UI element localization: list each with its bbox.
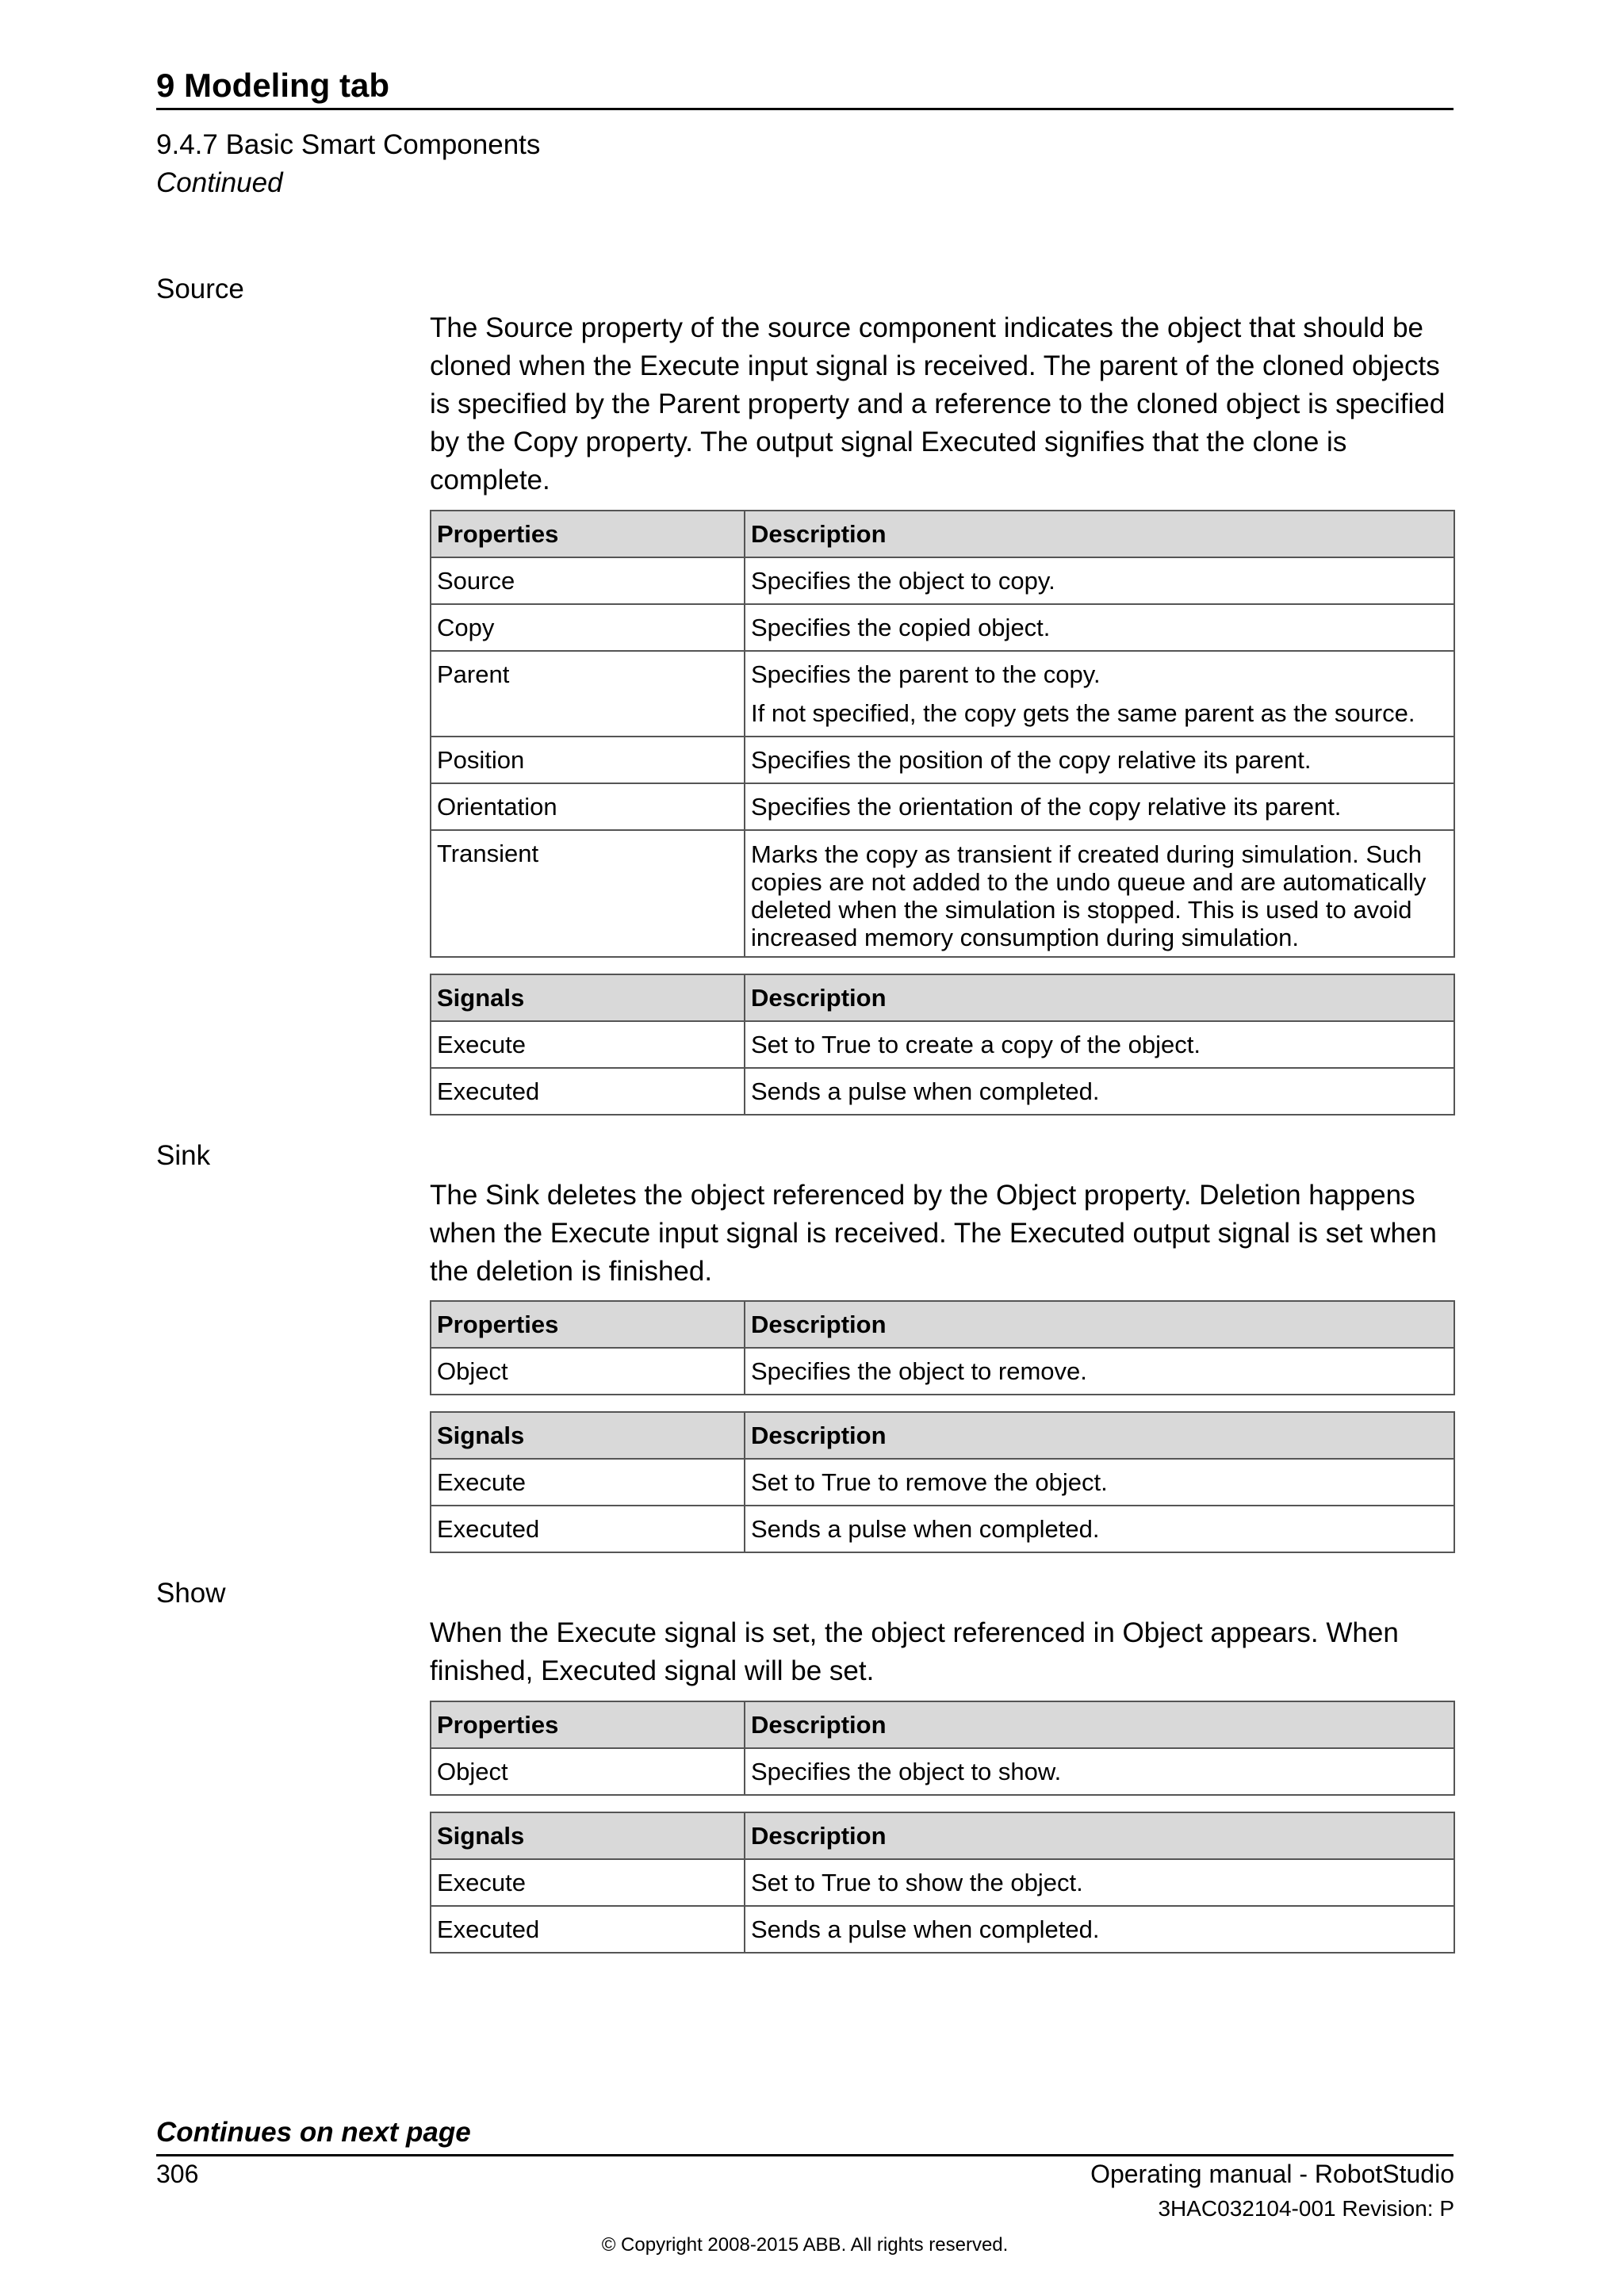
- table-row: [431, 1068, 1454, 1115]
- signal-name: Execute: [431, 1021, 745, 1068]
- signal-description: Set to True to create a copy of the object.: [745, 1021, 1454, 1068]
- manual-title: Operating manual - RobotStudio: [1090, 2160, 1454, 2188]
- signal-description: Sends a pulse when completed.: [745, 1068, 1454, 1115]
- section-title: 9.4.7 Basic Smart Components: [156, 129, 541, 160]
- table-row: [431, 1459, 1454, 1506]
- property-name: Orientation: [431, 783, 745, 830]
- table-header-row: [431, 1301, 1454, 1348]
- table-row: [431, 557, 1454, 604]
- property-description: Specifies the object to show.: [745, 1748, 1454, 1795]
- table-header-cell: Description: [745, 1701, 1454, 1748]
- table-header-cell: Description: [745, 511, 1454, 557]
- table-header-cell: Description: [745, 1301, 1454, 1348]
- table-header-row: [431, 1812, 1454, 1859]
- property-name: Source: [431, 557, 745, 604]
- table-header-cell: Properties: [431, 1701, 745, 1748]
- show-paragraph: When the Execute signal is set, the object referenced in Object appears. When finished, Executed signal will be set.: [430, 1617, 1399, 1686]
- signal-description: Sends a pulse when completed.: [745, 1906, 1454, 1953]
- table-row: [431, 783, 1454, 830]
- property-description: Specifies the orientation of the copy relative its parent.: [745, 783, 1454, 830]
- property-name: Transient: [431, 830, 745, 957]
- property-description: Specifies the object to remove.: [745, 1348, 1454, 1395]
- chapter-header: [156, 67, 1454, 110]
- footer-divider: [156, 2154, 1454, 2156]
- property-description-line: Specifies the parent to the copy.: [751, 660, 1101, 688]
- table-header-cell: Properties: [431, 1301, 745, 1348]
- property-name: Object: [431, 1748, 745, 1795]
- page-number: 306: [156, 2160, 199, 2188]
- property-description: Specifies the position of the copy relative its parent.: [745, 737, 1454, 783]
- sink-heading: Sink: [156, 1140, 211, 1171]
- source-properties-table: [430, 510, 1455, 958]
- property-name: Position: [431, 737, 745, 783]
- table-header-row: [431, 1412, 1454, 1459]
- table-header-row: [431, 974, 1454, 1021]
- table-header-cell: Signals: [431, 1812, 745, 1859]
- table-header-row: [431, 1701, 1454, 1748]
- property-description: Marks the copy as transient if created during simulation. Such copies are not added to the undo queue and are automatically deleted when the simulation is stopped. This is used to avoid increased memory consumption during simulation.: [745, 830, 1454, 957]
- property-name: Parent: [431, 651, 745, 737]
- property-description: Specifies the copied object.: [745, 604, 1454, 651]
- sink-properties-table: [430, 1300, 1455, 1395]
- signal-name: Execute: [431, 1459, 745, 1506]
- signal-description: Set to True to remove the object.: [745, 1459, 1454, 1506]
- continued-label: Continued: [156, 167, 283, 198]
- table-row: [431, 1748, 1454, 1795]
- table-row: [431, 737, 1454, 783]
- sink-paragraph: The Sink deletes the object referenced by the Object property. Deletion happens when the Execute input signal is received. The Executed output signal is set when the deletion is finished.: [430, 1180, 1437, 1287]
- table-row: [431, 1348, 1454, 1395]
- source-heading: Source: [156, 274, 244, 304]
- table-row: [431, 1506, 1454, 1552]
- table-row: [431, 1859, 1454, 1906]
- source-paragraph: The Source property of the source component indicates the object that should be cloned when the Execute input signal is received. The parent of the cloned objects is specified by the Parent property and a reference to the cloned object is specified by the Copy property. The output signal Executed signifies that the clone is complete.: [430, 312, 1446, 496]
- table-row: [431, 651, 1454, 737]
- table-header-cell: Description: [745, 1412, 1454, 1459]
- show-properties-table: [430, 1701, 1455, 1796]
- table-header-cell: Properties: [431, 511, 745, 557]
- property-name: Object: [431, 1348, 745, 1395]
- document-id: 3HAC032104-001 Revision: P: [1158, 2196, 1454, 2221]
- table-header-cell: Signals: [431, 1412, 745, 1459]
- property-description: [745, 651, 1454, 737]
- table-header-row: [431, 511, 1454, 557]
- table-header-cell: Signals: [431, 974, 745, 1021]
- signal-name: Executed: [431, 1506, 745, 1552]
- source-signals-table: [430, 974, 1455, 1115]
- copyright-notice: © Copyright 2008-2015 ABB. All rights reserved.: [601, 2234, 1009, 2256]
- show-heading: Show: [156, 1578, 226, 1609]
- table-header-cell: Description: [745, 1812, 1454, 1859]
- signal-description: Set to True to show the object.: [745, 1859, 1454, 1906]
- property-description-note: If not specified, the copy gets the same parent as the source.: [751, 699, 1415, 727]
- signal-name: Executed: [431, 1068, 745, 1115]
- sink-signals-table: [430, 1411, 1455, 1553]
- table-row: [431, 830, 1454, 957]
- signal-description: Sends a pulse when completed.: [745, 1506, 1454, 1552]
- signal-name: Executed: [431, 1906, 745, 1953]
- property-description: Specifies the object to copy.: [745, 557, 1454, 604]
- property-name: Copy: [431, 604, 745, 651]
- table-row: [431, 1906, 1454, 1953]
- signal-name: Execute: [431, 1859, 745, 1906]
- table-row: [431, 604, 1454, 651]
- table-header-cell: Description: [745, 974, 1454, 1021]
- continues-on-next-page: Continues on next page: [156, 2117, 471, 2148]
- table-row: [431, 1021, 1454, 1068]
- chapter-title: 9 Modeling tab: [156, 67, 389, 104]
- show-signals-table: [430, 1812, 1455, 1954]
